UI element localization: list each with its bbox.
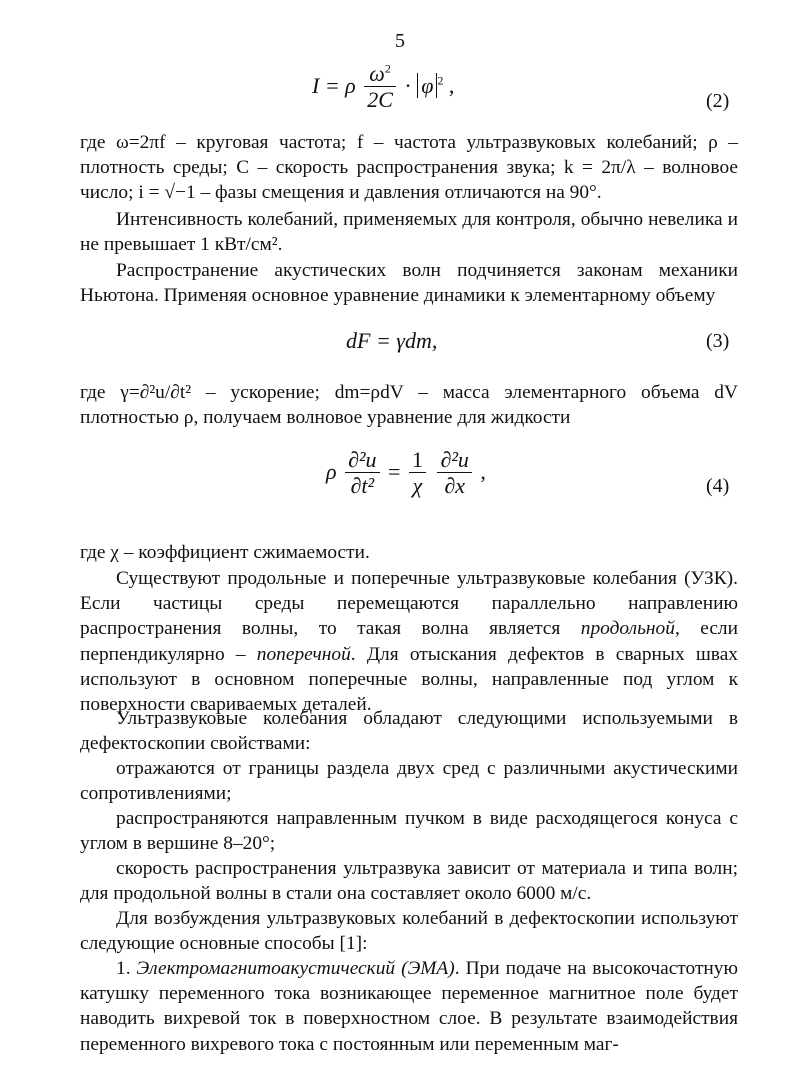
- paragraph-property-beam: распространяются направленным пучком в виде расходящегося конуса с углом в вершине 8–20°;: [80, 808, 738, 855]
- eq4-left-fraction: [345, 448, 379, 500]
- eq2-fraction: [364, 62, 396, 114]
- paragraph-definitions: где ω=2πf – круговая частота; f – частота ультразвуковых колебаний; ρ – плотность среды; C – скорость распространения звука; k = 2π/λ – волновое число; i = √−1 – фазы смещения и давления отличаются на 90°.: [80, 132, 738, 204]
- eq4-right-fraction: [437, 448, 471, 500]
- p12-number: 1.: [116, 958, 137, 979]
- p6-text-c: . Для отыскания дефектов в сварных швах используют в основном поперечные волны, направленные под углом к поверхности свариваемых деталей.: [80, 643, 738, 716]
- eq4-right-num: ∂²u: [440, 447, 469, 472]
- paragraph-properties-intro: Ультразвуковые колебания обладают следующими используемыми в дефектоскопии свойствами:: [80, 708, 738, 755]
- equation-4: [326, 448, 486, 500]
- paragraph-ema-method: [80, 956, 738, 1057]
- eq4-rho: ρ: [326, 458, 337, 484]
- paragraph-property-speed: скорость распространения ультразвука зависит от материала и типа волн; для продольной волны в стали она составляет около 6000 м/с.: [80, 858, 738, 905]
- eq4-right-den: ∂x: [444, 473, 465, 499]
- p6-longitudinal: продольной: [580, 618, 675, 640]
- paragraph-excitation-methods: Для возбуждения ультразвуковых колебаний в дефектоскопии используют следующие основные способы [1]:: [80, 908, 738, 955]
- p6-text-b: , если перпендикулярно –: [80, 618, 738, 665]
- eq4-trail: ,: [480, 458, 486, 484]
- equation-2: [312, 62, 454, 114]
- p6-text-a: Существуют продольные и поперечные ультразвуковые колебания (УЗК). Если частицы среды перемещаются параллельно направлению распространения волны, то такая волна является: [80, 568, 738, 640]
- eq2-lhs: I = ρ: [312, 72, 356, 98]
- eq2-dot: ·: [404, 72, 412, 98]
- paragraph-intensity: Интенсивность колебаний, применяемых для контроля, обычно невелика и не превышает 1 кВт/см².: [80, 209, 738, 256]
- equation-3: [346, 328, 437, 354]
- eq4-left-num: ∂²u: [348, 447, 377, 472]
- eq2-trail: ,: [448, 72, 455, 98]
- p6-transverse: поперечной: [256, 643, 351, 665]
- paragraph-compressibility: где χ – коэффициент сжимаемости.: [80, 542, 370, 563]
- eq2-num-sup: 2: [384, 61, 391, 76]
- equation-3-number: (3): [706, 330, 730, 352]
- eq4-equals: =: [388, 458, 401, 484]
- page-number: 5: [395, 30, 405, 52]
- eq2-numerator: ω: [369, 61, 385, 86]
- p12-ema-title: Электромагнитоакустический (ЭМА): [136, 958, 455, 979]
- paragraph-wave-types: [80, 566, 738, 717]
- paragraph-propagation: Распространение акустических волн подчиняется законам механики Ньютона. Применяя основное уравнение динамики к элементарному объему: [80, 260, 738, 307]
- eq4-coef-num: 1: [409, 448, 426, 473]
- eq4-coef-den: χ: [412, 473, 423, 499]
- paragraph-property-reflection: отражаются от границы раздела двух сред с различными акустическими сопротивлениями;: [80, 758, 738, 805]
- eq4-coef-fraction: [409, 448, 426, 500]
- eq2-denominator: 2C: [367, 87, 393, 113]
- eq3-text: dF = γdm,: [346, 328, 438, 353]
- paragraph-acceleration: где γ=∂²u/∂t² – ускорение; dm=ρdV – масса элементарного объема dV плотностью ρ, получаем волновое уравнение для жидкости: [80, 382, 738, 429]
- equation-4-number: (4): [706, 475, 730, 497]
- equation-2-number: (2): [706, 90, 730, 112]
- eq4-left-den: ∂t²: [350, 473, 375, 499]
- eq2-phi: φ: [421, 72, 434, 98]
- eq2-phi-sup: 2: [437, 73, 444, 88]
- p12-text: . При подаче на высокочастотную катушку переменного тока возникающее переменное магнитное поле будет наводить вихревой ток в поверхностном слое. В результате взаимодействия переменного вихревого тока с постоянным или переменным маг-: [80, 958, 738, 1055]
